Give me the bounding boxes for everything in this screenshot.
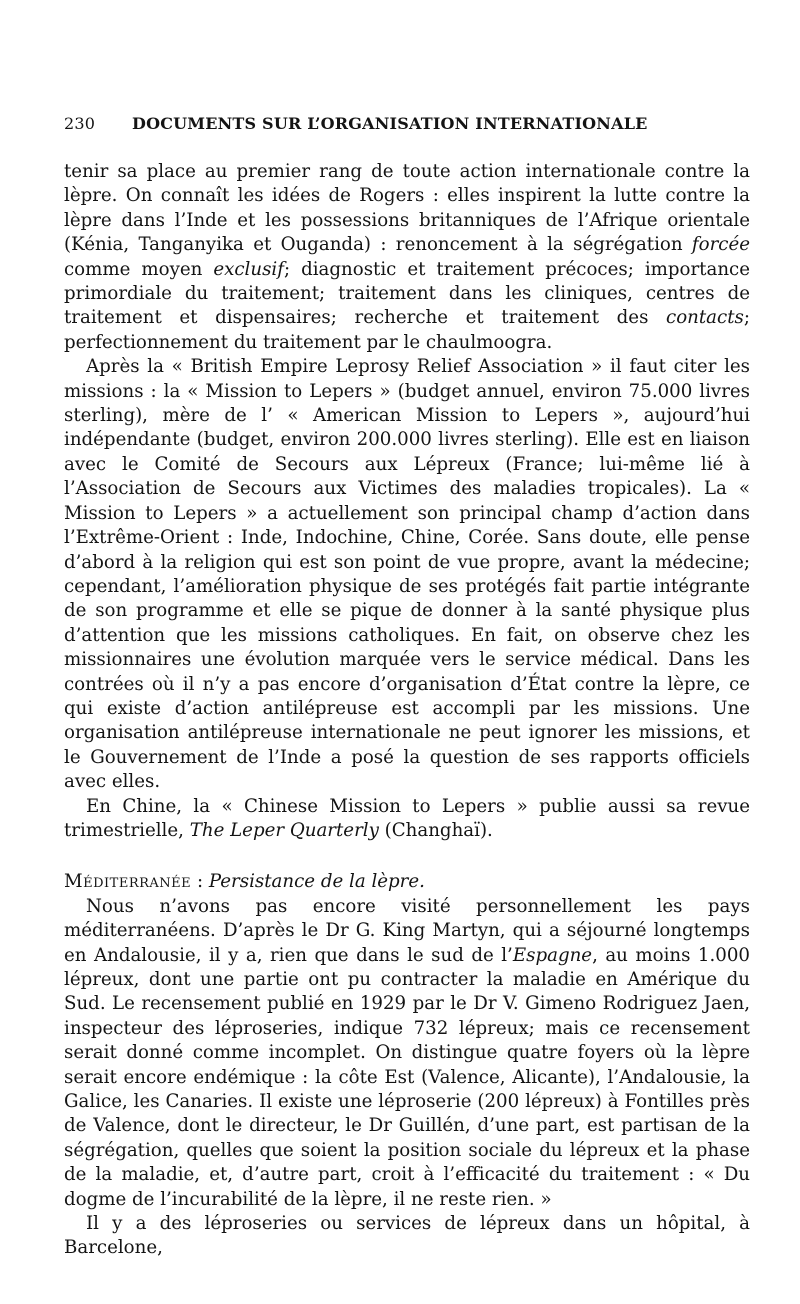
section-subtitle: Persistance de la lèpre. [208,871,425,893]
italic-term: forcée [691,234,750,256]
text-run: ; diagnostic et traitement précoces; importance primordiale du traitement; traitement dans les cliniques, centres de traitement et dispensaires; recherche et traitement des [64,258,750,329]
page-body [64,160,750,1261]
text-run: (Changhaï). [378,819,493,841]
text-run: comme moyen [64,258,214,280]
text-run: En Chine, la « Chinese Mission to Lepers » publie aussi sa revue trimestrielle, [64,795,750,841]
text-run: , au moins 1.000 lépreux, dont une partie ont pu contracter la maladie en Amérique du Sud. Le recensement publié en 1929 par le Dr V. Gimeno Rodriguez Jaen, inspecteur des léproseries, indique 732 lépreux; mais ce recensement serait donné comme incomplet. On distingue quatre foyers où la lèpre serait encore endémique : la côte Est (Valence, Alicante), l’Andalousie, la Galice, les Canaries. Il existe une léproserie (200 lépreux) à Fontilles près de Valence, dont le directeur, le Dr Guillén, d’une part, est partisan de la ségrégation, quelles que soient la position sociale du lépreux et la phase de la maladie, et, d’autre part, croit à l’efficacité du traitement : « Du dogme de l’incurabilité de la lèpre, il ne reste rien. » [64,944,751,1210]
italic-term: Espagne [512,944,593,966]
paragraph-spain [64,895,750,1212]
paragraph-missions: Après la « British Empire Leprosy Relief Association » il faut citer les missions : la « Mission to Lepers » (budget annuel, environ 75.000 livres sterling), mère de l’ « American Mission to Lepers », aujourd’hui indépendante (budget, environ 200.000 livres sterling). Elle est en liaison avec le Comité de Secours aux Lépreux (France; lui-même lié à l’Association de Secours aux Victimes des maladies tropicales). La « Mission to Lepers » a actuellement son principal champ d’action dans l’Extrême-Orient : Inde, Indochine, Chine, Corée. Sans doute, elle pense d’abord à la religion qui est son point de vue propre, avant la médecine; cependant, l’amélioration physique de ses protégés fait partie intégrante de son programme et elle se pique de donner à la santé physique plus d’attention que les missions catholiques. En fait, on observe chez les missionnaires une évolution marquée vers le service médical. Dans les contrées où il n’y a pas encore d’organisation d’État contre la lèpre, ce qui existe d’action antilépreuse est accompli par les missions. Une organisation antilépreuse internationale ne peut ignorer les missions, et le Gouvernement de l’Inde a posé la question de ses rapports officiels avec elles. [64,356,750,793]
journal-title: The Leper Quarterly [189,819,379,841]
page-header [64,114,750,138]
text-run: tenir sa place au premier rang de toute action internationale contre la lèpre. On connaît les idées de Rogers : elles inspirent la lutte contre la lèpre dans l’Inde et les possessions britanniques de l’Afrique orientale (Kénia, Tanganyika et Ouganda) : renoncement à la ségrégation [64,161,750,256]
italic-term: exclusif [213,258,284,280]
section-title: Méditerranée [64,871,192,893]
paragraph-barcelona: Il y a des léproseries ou services de lépreux dans un hôpital, à Barcelone, [64,1213,750,1259]
text-run: Nous n’avons pas encore visité personnellement les pays méditerranéens. D’après le Dr G. King Martyn, qui a séjourné longtemps en Andalousie, il y a, rien que dans le sud de l’ [64,895,750,966]
section-heading [64,870,750,894]
section-separator: : [191,871,209,893]
italic-term: contacts [666,307,744,329]
page-number: 230 [64,114,96,133]
running-title: DOCUMENTS SUR L’ORGANISATION INTERNATIONALE [132,114,648,133]
text-run: ; perfectionnement du traitement par le chaulmoogra. [64,307,750,353]
paragraph-continuation [64,160,750,355]
paragraph-china [64,795,750,844]
